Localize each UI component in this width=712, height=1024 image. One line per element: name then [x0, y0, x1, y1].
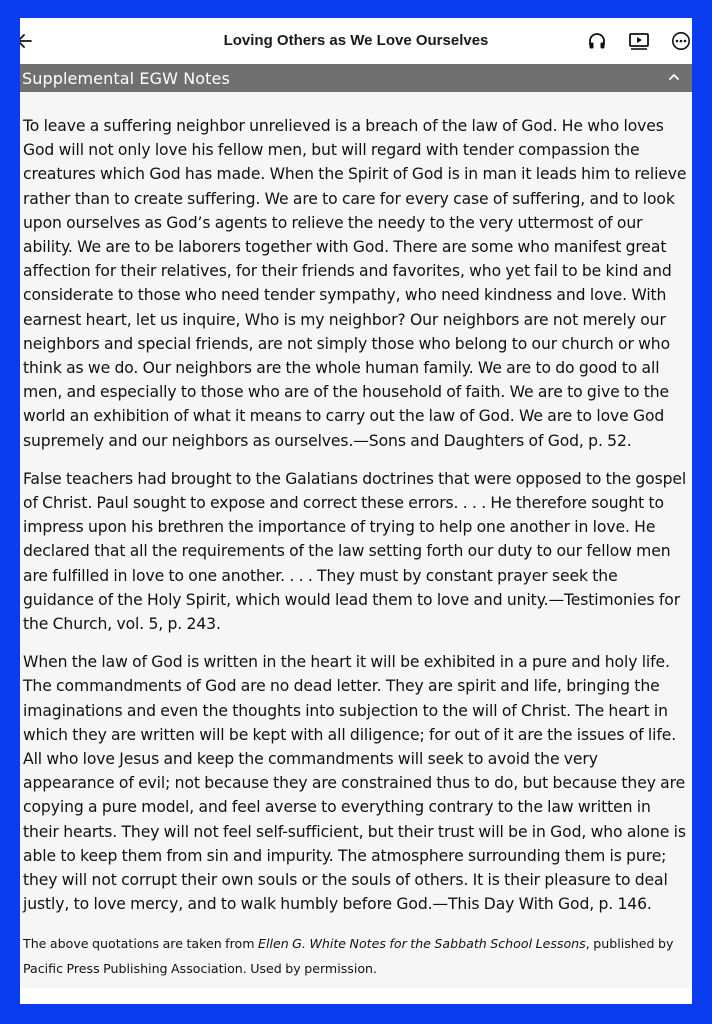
section-title: Supplemental EGW Notes [22, 68, 230, 88]
headphones-icon[interactable] [586, 30, 608, 52]
note-prefix: The above quotations are taken from [23, 935, 258, 951]
note-book-title: Ellen G. White Notes for the Sabbath School Lessons [257, 935, 586, 951]
video-play-icon[interactable] [628, 30, 650, 52]
more-options-icon[interactable] [670, 30, 692, 52]
app-window [20, 18, 692, 1004]
top-bar [20, 18, 692, 64]
section-header[interactable] [20, 64, 692, 92]
top-actions [586, 30, 692, 52]
chevron-up-icon[interactable] [668, 69, 680, 87]
note-suffix: , published by Pacific Press Publishing Association. Used by permission. [23, 935, 674, 976]
quote-paragraph: False teachers had brought to the Galatians doctrines that were opposed to the gospel of Christ. Paul sought to expose and correct these errors. . . . He therefore sought to impress upon his brethren the importance of trying to help one another in love. He declared that all the requirements of the law setting forth our duty to our fellow men are fulfilled in love to one another. . . . They must by constant prayer seek the guidance of the Holy Spirit, which would lead them to love and unity.—Testimonies for the Church, vol. 5, p. 243. [23, 469, 687, 634]
quote-paragraph: To leave a suffering neighbor unrelieved is a breach of the law of God. He who loves God will not only love his fellow men, but will regard with tender compassion the creatures which God has made. When the Spirit of God is in man it leads him to relieve rather than to create suffering. We are to care for every case of suffering, and to look upon ourselves as God’s agents to relieve the needy to the very uttermost of our ability. We are to be laborers together with God. There are some who manifest great affection for their relatives, for their friends and favorites, who yet fail to be kind and considerate to those who need tender sympathy, who need kindness and love. With earnest heart, let us inquire, Who is my neighbor? Our neighbors are not merely our neighbors and special friends, are not simply those who belong to our church or who think as we do. Our neighbors are the whole human family. We are to do good to all men, and especially to those who are of the household of faith. We are to give to the world an exhibition of what it means to carry out the law of God. We are to love God supremely and our neighbors as ourselves.—Sons and Daughters of God, p. 52. [23, 117, 687, 450]
notes-content [20, 92, 692, 988]
quote-paragraph: When the law of God is written in the heart it will be exhibited in a pure and holy life. The commandments of God are no dead letter. They are spirit and life, bringing the imaginations and even the thoughts into subjection to the will of Christ. The heart in which they are written will be kept with all diligence; for out of it are the issues of life. All who love Jesus and keep the commandments will seek to avoid the very appearance of evil; not because they are constrained thus to do, but because they are copying a pure model, and feel averse to everything contrary to the law written in their hearts. They will not feel self-sufficient, but their trust will be in God, who alone is able to keep them from sin and impurity. The atmosphere surrounding them is pure; they will not corrupt their own souls or the souls of others. It is their pleasure to deal justly, to love mercy, and to walk humbly before God.—This Day With God, p. 146. [23, 653, 686, 914]
page-title: Loving Others as We Love Ourselves [223, 32, 489, 49]
attribution-note [23, 931, 689, 981]
